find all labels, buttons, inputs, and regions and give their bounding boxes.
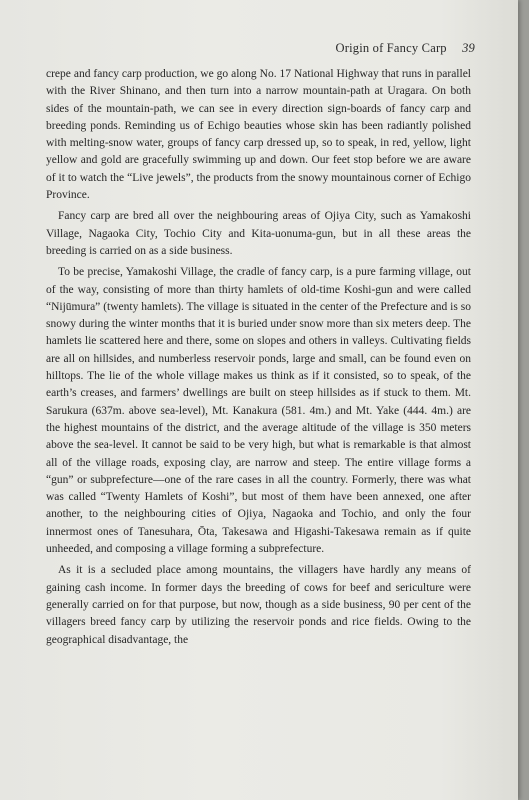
paragraph: To be precise, Yamakoshi Village, the cradle of fancy carp, is a pure farming village, out of the way, consisting of more than thirty hamlets of old-time Koshi-gun and were called “Nijūmura” (twenty hamlets). The village is situated in the center of the Prefecture and is so snowy during the winter months that it is buried under snow more than six meters deep. The hamlets lie scattered here and there, some on slopes and others in valleys. Cultivating fields are all on hillsides, and numberless reservoir ponds, large and small, can be found even on hilltops. The lie of the whole village makes us think as if it consisted, so to speak, of the earth’s creases, and farmers’ dwellings are built on steep hillsides as if stuck to them. Mt. Sarukura (637m. above sea-level), Mt. Kanakura (581. 4m.) and Mt. Yake (444. 4m.) are the highest mountains of the district, and the average altitude of the village is 350 meters above the sea-level. It cannot be said to be very high, but what is remarkable is that almost all of the village roads, exposing clay, are narrow and steep. The entire village forms a “gun” or subprefecture—one of the rare cases in all the country. Formerly, there was what was called “Twenty Hamlets of Koshi”, but most of them have been annexed, one after another, to the neighbouring cities of Ojiya, Nagaoka and Tochio, and only the four innermost ones of Tanesuhara, Ōta, Takesawa and Higashi-Takesawa remain as if quite unheeded, and composing a village forming a subprefecture.	[46, 266, 471, 556]
paragraph-continued: crepe and fancy carp production, we go along No. 17 National Highway that runs in parallel with the River Shinano, and then turn into a narrow mountain-path at Uragara. On both sides of the mountain-path, we can see in every direction sign-boards of fancy carp and breeding ponds. Reminding us of Echigo beauties whose skin has been radiantly polished with melting-snow water, groups of fancy carp dressed up, so to speak, in red, yellow, light yellow and gold are gracefully swimming up and down. Our feet stop before we are aware of it to watch the “Live jewels”, the products from the snowy mountainous corner of Echigo Province.	[46, 68, 471, 202]
paragraph: Fancy carp are bred all over the neighbouring areas of Ojiya City, such as Yamakoshi Village, Nagaoka City, Tochio City and Kita-uonuma-gun, but in all these areas the breeding is carried on as a side business.	[46, 210, 471, 257]
page-number: 39	[462, 41, 475, 55]
running-header	[0, 41, 475, 56]
body-text	[46, 66, 471, 653]
running-title: Origin of Fancy Carp	[335, 41, 447, 55]
paragraph: As it is a secluded place among mountains, the villagers have hardly any means of gaining cash income. In former days the breeding of cows for beef and sericulture were generally carried on for that purpose, but now, though as a side business, 90 per cent of the villagers breed fancy carp by utilizing the reservoir ponds and rice fields. Owing to the geographical disadvantage, the	[46, 564, 471, 646]
